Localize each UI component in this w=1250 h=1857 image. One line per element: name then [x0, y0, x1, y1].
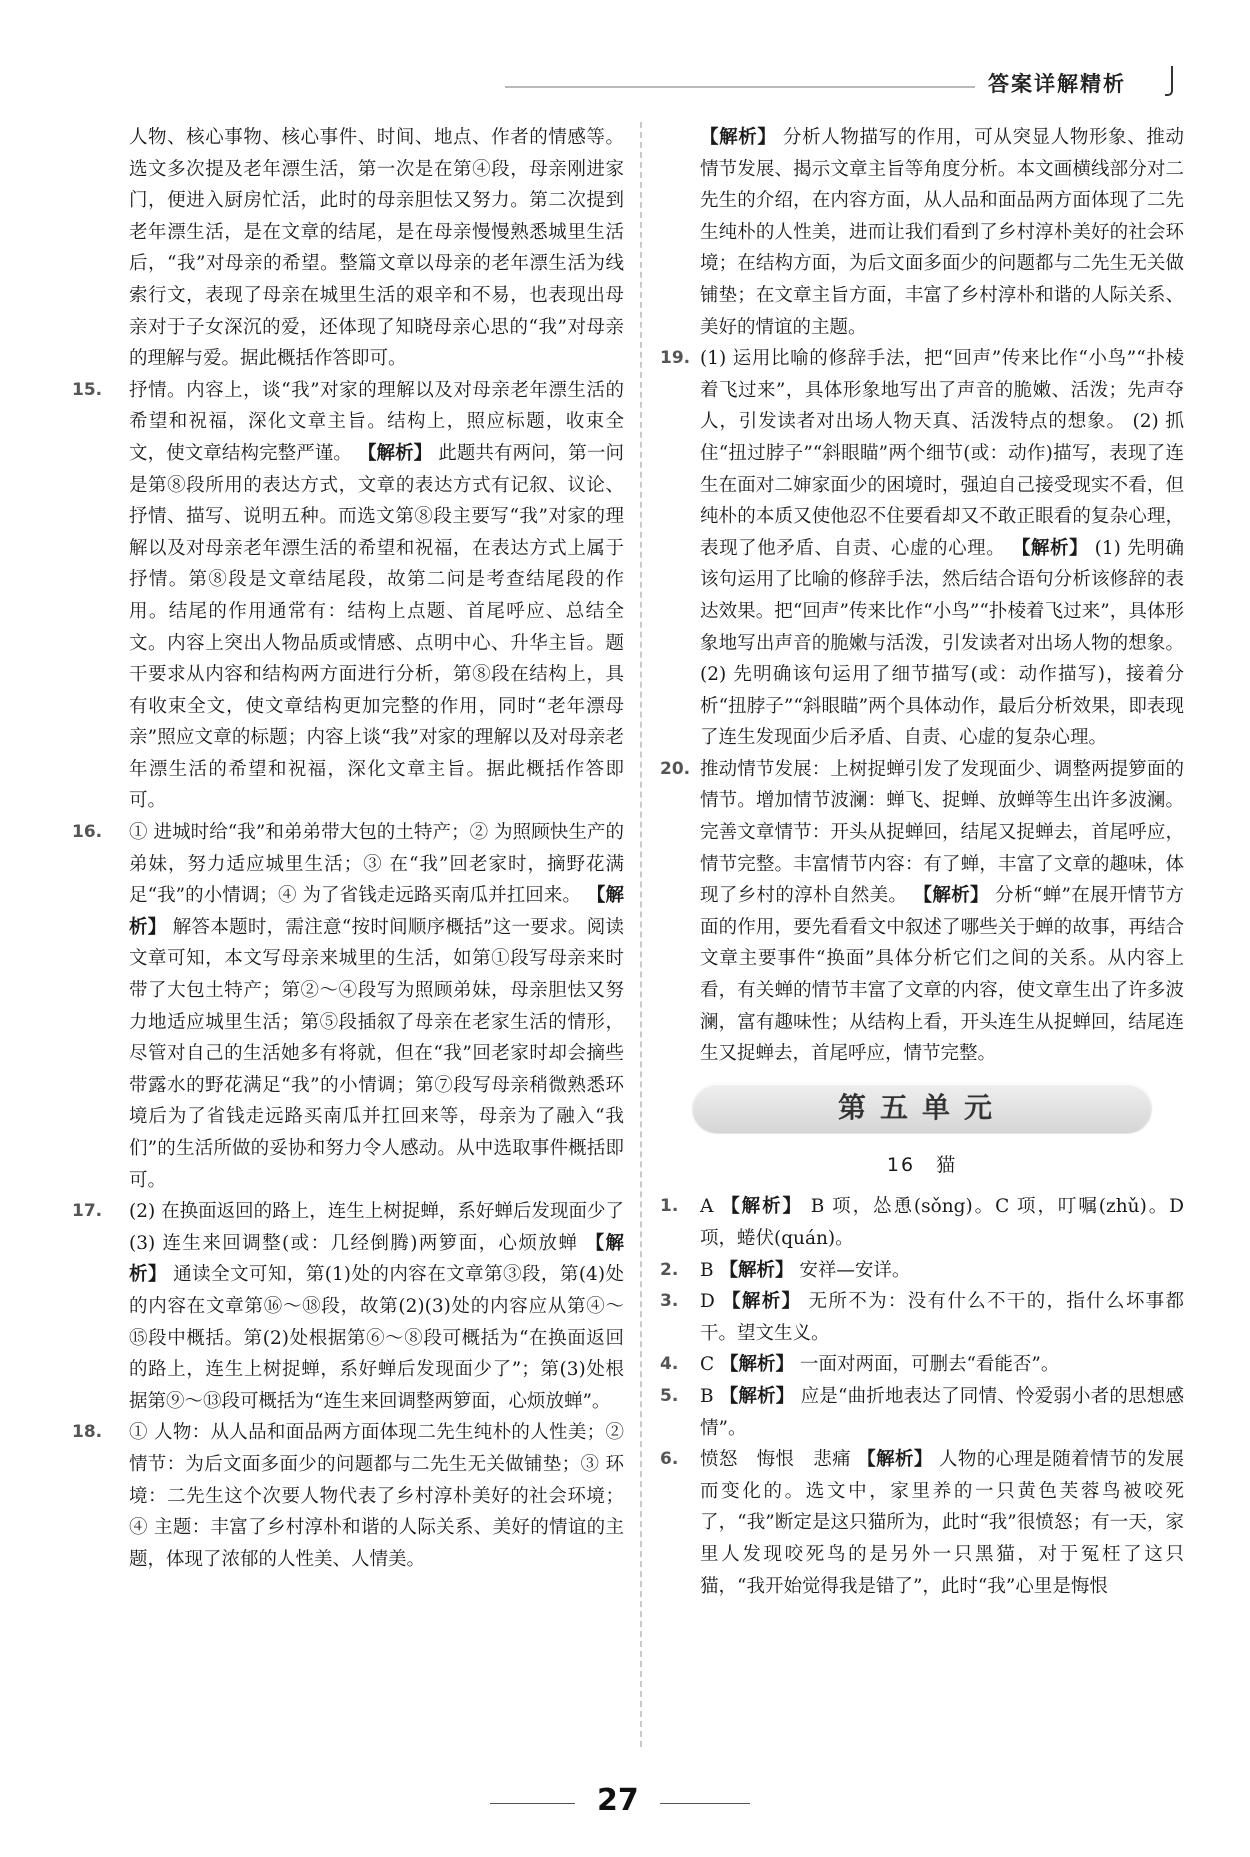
item-answer: (2) 在换面返回的路上，连生上树捉蝉，系好蝉后发现面少了 (3) 连生来回调整(或：几经倒腾)两箩面，心烦放蝉: [129, 1201, 624, 1254]
answer-item-19: [660, 343, 1184, 754]
item-answer: B: [700, 1259, 714, 1281]
item-analysis: (1) 先明确该句运用了比喻的修辞手法，然后结合语句分析该修辞的表达效果。把“回声”传来比作“小鸟”“扑棱着飞过来”，具体形象地写出声音的脆嫩与活泼，引发读者对出场人物的想象。 (2) 先明确该句运用了细节描写(或：动作描写)，接着分析“扭脖子”“斜眼瞄”两个具体动作，最后分析效果，即表现了连生发现面少后矛盾、自责、心虚的复杂心理。: [700, 537, 1184, 749]
item-analysis: 一面对两面，可删去“看能否”。: [799, 1354, 1060, 1376]
item-analysis: 安祥—安详。: [799, 1259, 911, 1281]
answer-item-15: [72, 375, 624, 817]
lesson-answer-2: [660, 1255, 1184, 1287]
answer-item-17: [72, 1196, 624, 1417]
item-answer: (1) 运用比喻的修辞手法，把“回声”传来比作“小鸟”“扑棱着飞过来”，具体形象地写出了声音的脆嫩、活泼；先声夺人，引发读者对出场人物天真、活泼特点的想象。 (2) 抓住“扭过脖子”“斜眼瞄”两个细节(或：动作)描写，表现了连生在面对二婶家面少的困境时，强迫自己接受现实不看，但纯朴的本质又使他忍不住要看却又不敢正眼看的复杂心理，表现了他矛盾、自责、心虚的心理。: [700, 348, 1184, 559]
item-analysis: 人物的心理是随着情节的发展而变化的。选文中，家里养的一只黄色芙蓉鸟被咬死了，“我”断定是这只猫所为，此时“我”很愤怒；有一天，家里人发现咬死鸟的是另外一只黑猫，对于冤枉了这只猫，“我开始觉得我是错了”，此时“我”心里是悔恨: [700, 1449, 1184, 1597]
answer-item-20: [660, 754, 1184, 1070]
item-number: 16.: [72, 822, 103, 843]
item-number: 4.: [660, 1354, 679, 1375]
item-analysis: 通读全文可知，第(1)处的内容在文章第③段，第(4)处的内容在文章第⑯～⑱段，故第(2)(3)处的内容应从第④～⑮段中概括。第(2)处根据第⑥～⑧段可概括为“在换面返回的路上，连生上树捉蝉，系好蝉后发现面少了”；第(3)处根据第⑨～⑬段可概括为“连生来回调整两箩面，心烦放蝉”。: [129, 1264, 624, 1412]
analysis-label: 【解析】: [129, 885, 624, 938]
lesson-answer-5: [660, 1381, 1184, 1444]
page-number: 27: [597, 1783, 639, 1818]
item-answer: 愤怒 悔恨 悲痛: [700, 1449, 851, 1471]
item-analysis: 分析“蝉”在展开情节方面的作用，要先看看文中叙述了哪些关于蝉的故事，再结合文章主要事件“换面”具体分析它们之间的关系。从内容上看，有关蝉的情节丰富了文章的内容，使文章生出了许多波澜，富有趣味性；从结构上看，开头连生从捉蝉回，结尾连生又捉蝉去，首尾呼应，情节完整。: [700, 885, 1184, 1065]
analysis-label: 【解析】: [129, 1232, 624, 1286]
item-analysis: 无所不为：没有什么不干的，指什么坏事都干。望文生义。: [700, 1291, 1184, 1344]
item-answer: C: [700, 1354, 715, 1376]
item-answer: 推动情节发展：上树捉蝉引发了发现面少、调整两提箩面的情节。增加情节波澜：蝉飞、捉蝉、放蝉等生出许多波澜。完善文章情节：开头从捉蝉回，结尾又捉蝉去，首尾呼应，情节完整。丰富情节内容：有了蝉，丰富了文章的趣味，体现了乡村的淳朴自然美。: [700, 758, 1184, 907]
header-rule: [505, 86, 975, 88]
header-title: 答案详解精析: [988, 72, 1126, 96]
item-number: 1.: [660, 1196, 679, 1217]
analysis-label: 【解析】: [719, 1385, 795, 1407]
continued-answer-14: 人物、核心事物、核心事件、时间、地点、作者的情感等。选文多次提及老年漂生活，第一次是在第④段，母亲刚进家门，便进入厨房忙活，此时的母亲胆怯又努力。第二次提到老年漂生活，是在文章的结尾，是在母亲慢慢熟悉城里生活后，“我”对母亲的希望。整篇文章以母亲的老年漂生活为线索行文，表现了母亲在城里生活的艰辛和不易，也表现出母亲对于子女深沉的爱，还体现了知晓母亲心思的“我”对母亲的理解与爱。据此概括作答即可。: [129, 127, 624, 370]
item-answer: D: [700, 1291, 715, 1313]
footer-rule-left: [490, 1803, 575, 1804]
analysis-label: 【解析】: [1011, 537, 1089, 559]
lesson-answer-3: [660, 1286, 1184, 1349]
item-number: 18.: [72, 1422, 103, 1443]
item-number: 17.: [72, 1201, 103, 1222]
answer-item-16: [72, 817, 624, 1196]
item-number: 6.: [660, 1449, 679, 1470]
analysis-label: 【解析】: [722, 1291, 802, 1313]
analysis-label: 【解析】: [721, 1196, 803, 1218]
left-column: [72, 122, 624, 1575]
analysis-label: 【解析】: [857, 1449, 933, 1471]
item-answer: A: [700, 1196, 714, 1218]
item-number: 3.: [660, 1291, 679, 1312]
item-analysis: 解答本题时，需注意“按时间顺序概括”这一要求。阅读文章可知，本文写母亲来城里的生活，如第①段写母亲来时带了大包土特产；第②～④段写为照顾弟妹，母亲胆怯又努力地适应城里生活；第⑤段插叙了母亲在老家生活的情形，尽管对自己的生活她多有将就，但在“我”回老家时却会摘些带露水的野花满足“我”的小情调；第⑦段写母亲稍微熟悉环境后为了省钱走远路买南瓜并扛回来等，母亲为了融入“我们”的生活所做的妥协和努力令人感动。从中选取事件概括即可。: [129, 916, 624, 1191]
column-divider: [640, 122, 642, 1747]
item-analysis: 应是“曲折地表达了同情、怜爱弱小者的思想感情”。: [700, 1385, 1184, 1439]
lesson-answer-4: [660, 1349, 1184, 1381]
unit-banner: 第五单元: [693, 1084, 1151, 1132]
item-answer: ① 人物：从人品和面品两方面体现二先生纯朴的人性美；② 情节：为后文面多面少的问题都与二先生无关做铺垫；③ 环境：二先生这个次要人物代表了乡村淳朴美好的社会环境；④ 主题：丰富了乡村淳朴和谐的人际关系、美好的情谊的主题，体现了浓郁的人性美、人情美。: [129, 1422, 624, 1570]
analysis-label: 【解析】: [913, 885, 989, 907]
lesson-answer-1: [660, 1191, 1184, 1254]
item-answer: 抒情。内容上，谈“我”对家的理解以及对母亲老年漂生活的希望和祝福，深化文章主旨。结构上，照应标题，收束全文，使文章结构完整严谨。: [129, 379, 624, 464]
lesson-title: 16 猫: [886, 1153, 958, 1176]
analysis-label: 【解析】: [357, 442, 433, 464]
item-number: 5.: [660, 1385, 679, 1406]
item-analysis: B 项，怂恿(sǒng)。C 项，叮嘱(zhǔ)。D 项，蜷伏(quán)。: [700, 1196, 1184, 1249]
analysis-label: 【解析】: [700, 127, 777, 148]
item-answer: ① 进城时给“我”和弟弟带大包的土特产；② 为照顾快生产的弟妹，努力适应城里生活；③ 在“我”回老家时，摘野花满足“我”的小情调；④ 为了省钱走远路买南瓜并扛回来。: [129, 822, 624, 907]
right-column: [660, 122, 1184, 1602]
analysis-label: 【解析】: [720, 1354, 795, 1376]
footer-rule-right: [660, 1803, 750, 1804]
continued-analysis-18: [660, 122, 1184, 343]
item-number: 19.: [660, 348, 691, 369]
analysis-label: 【解析】: [719, 1259, 794, 1281]
lesson-answer-6: [660, 1444, 1184, 1602]
header-bracket-decoration: [1165, 66, 1173, 96]
item-number: 15.: [72, 379, 103, 400]
item-number: 2.: [660, 1259, 679, 1280]
item-answer: B: [700, 1385, 714, 1407]
item-analysis: 此题共有两问，第一问是第⑧段所用的表达方式，文章的表达方式有记叙、议论、抒情、描写、说明五种。而选文第⑧段主要写“我”对家的理解以及对母亲老年漂生活的希望和祝福，在表达方式上属于抒情。第⑧段是文章结尾段，故第二问是考查结尾段的作用。结尾的作用通常有：结构上点题、首尾呼应、总结全文。内容上突出人物品质或情感、点明中心、升华主旨。题干要求从内容和结构两方面进行分析，第⑧段在结构上，具有收束全文，使文章结构更加完整的作用，同时“老年漂母亲”照应文章的标题；内容上谈“我”对家的理解以及对母亲老年漂生活的希望和祝福，深化文章主旨。据此概括作答即可。: [129, 442, 624, 812]
answer-item-18: [72, 1417, 624, 1575]
item-number: 20.: [660, 758, 691, 779]
item-analysis: 分析人物描写的作用，可从突显人物形象、推动情节发展、揭示文章主旨等角度分析。本文画横线部分对二先生的介绍，在内容方面，从人品和面品两方面体现了二先生纯朴的人性美，进而让我们看到了乡村淳朴美好的社会环境；在结构方面，为后文面多面少的问题都与二先生无关做铺垫；在文章主旨方面，丰富了乡村淳朴和谐的人际关系、美好的情谊的主题。: [700, 127, 1184, 338]
